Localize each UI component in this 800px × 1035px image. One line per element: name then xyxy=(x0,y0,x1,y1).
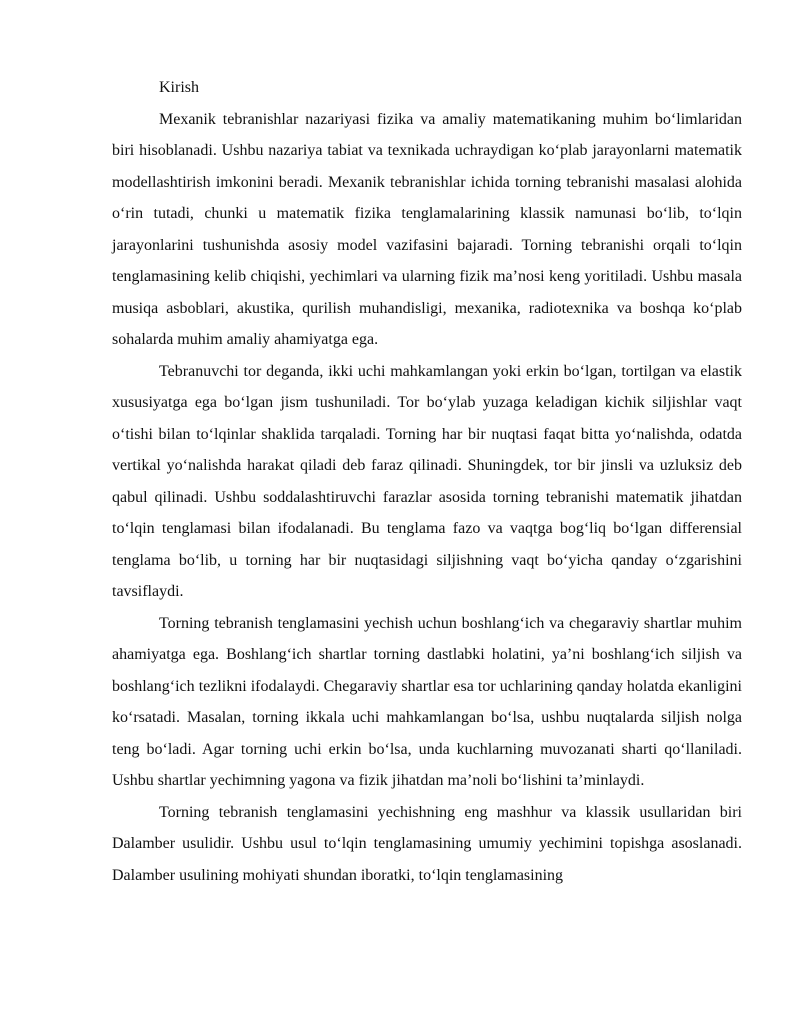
document-body xyxy=(112,72,742,891)
paragraph-2: Tebranuvchi tor deganda, ikki uchi mahkamlangan yoki erkin bo‘lgan, tortilgan va elastik xususiyatga ega bo‘lgan jism tushuniladi. Tor bo‘ylab yuzaga keladigan kichik siljishlar vaqt o‘tishi bilan to‘lqinlar shaklida tarqaladi. Torning har bir nuqtasi faqat bitta yo‘nalishda, odatda vertikal yo‘nalishda harakat qiladi deb faraz qilinadi. Shuningdek, tor bir jinsli va uzluksiz deb qabul qilinadi. Ushbu soddalashtiruvchi farazlar asosida torning tebranishi matematik jihatdan to‘lqin tenglamasi bilan ifodalanadi. Bu tenglama fazo va vaqtga bog‘liq bo‘lgan differensial tenglama bo‘lib, u torning har bir nuqtasidagi siljishning vaqt bo‘yicha qanday o‘zgarishini tavsiflaydi. xyxy=(112,362,742,600)
paragraph-1: Mexanik tebranishlar nazariyasi fizika va amaliy matematikaning muhim bo‘limlaridan biri hisoblanadi. Ushbu nazariya tabiat va texnikada uchraydigan ko‘plab jarayonlarni matematik modellashtirish imkonini beradi. Mexanik tebranishlar ichida torning tebranishi masalasi alohida o‘rin tutadi, chunki u matematik fizika tenglamalarining klassik namunasi bo‘lib, to‘lqin jarayonlarini tushunishda asosiy model vazifasini bajaradi. Torning tebranishi orqali to‘lqin tenglamasining kelib chiqishi, yechimlari va ularning fizik ma’nosi keng yoritiladi. Ushbu masala musiqa asboblari, akustika, qurilish muhandisligi, mexanika, radiotexnika va boshqa ko‘plab sohalarda muhim amaliy ahamiyatga ega. xyxy=(112,110,742,348)
section-heading: Kirish xyxy=(159,79,199,96)
paragraph-4: Torning tebranish tenglamasini yechishning eng mashhur va klassik usullaridan biri Dalamber usulidir. Ushbu usul to‘lqin tenglamasining umumiy yechimini topishga asoslanadi. Dalamber usulining mohiyati shundan iboratki, to‘lqin tenglamasining xyxy=(112,803,742,884)
paragraph-3: Torning tebranish tenglamasini yechish uchun boshlang‘ich va chegaraviy shartlar muhim ahamiyatga ega. Boshlang‘ich shartlar torning dastlabki holatini, ya’ni boshlang‘ich siljish va boshlang‘ich tezlikni ifodalaydi. Chegaraviy shartlar esa tor uchlarining qanday holatda ekanligini ko‘rsatadi. Masalan, torning ikkala uchi mahkamlangan bo‘lsa, ushbu nuqtalarda siljish nolga teng bo‘ladi. Agar torning uchi erkin bo‘lsa, unda kuchlarning muvozanati sharti qo‘llaniladi. Ushbu shartlar yechimning yagona va fizik jihatdan ma’noli bo‘lishini ta’minlaydi. xyxy=(112,614,742,789)
